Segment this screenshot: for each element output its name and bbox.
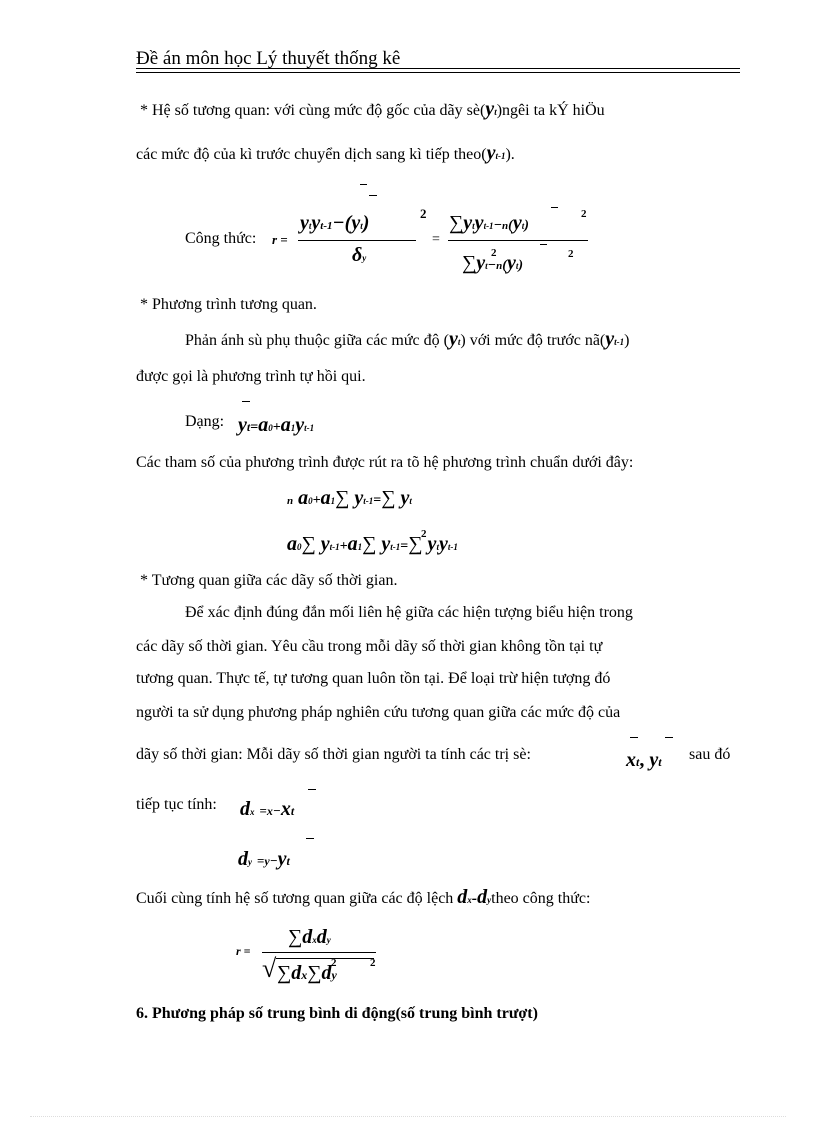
final-denominator	[277, 962, 337, 985]
math-sub-t: t	[658, 755, 662, 769]
math-sub-0: 0	[297, 542, 302, 552]
math-sub-y: y	[362, 253, 367, 263]
math-sub-x: x	[312, 935, 317, 945]
header-rule-top	[136, 68, 740, 69]
overbar	[630, 737, 638, 738]
body-line-5	[136, 746, 531, 764]
math-sub-t: t	[494, 107, 497, 117]
math-d: d	[240, 798, 250, 820]
fraction-bar	[298, 240, 416, 241]
math-equals: =	[259, 803, 267, 818]
math-superscript-2: 2	[421, 528, 427, 540]
math-comma: ,	[639, 749, 645, 771]
math-superscript-2: 2	[568, 248, 574, 260]
equation-heading: * Phương trình tương quan.	[140, 296, 317, 313]
math-y: y	[474, 212, 484, 234]
math-n: n	[502, 220, 509, 232]
dx-equation	[240, 798, 294, 821]
sqrt-symbol: √	[262, 954, 277, 983]
math-x: x	[626, 749, 636, 771]
math-sub-t-1: t-1	[447, 542, 458, 552]
math-sub-0: 0	[268, 423, 273, 433]
math-sigma: ∑	[381, 487, 396, 509]
math-sub-t-1: t-1	[390, 542, 401, 552]
dy-equation	[238, 848, 290, 871]
math-sub-t: t	[246, 420, 251, 434]
final-r-eq: r =	[236, 944, 251, 958]
math-sub-y: y	[487, 895, 492, 905]
final-text-post: theo công thức:	[491, 890, 591, 907]
math-superscript-2: 2	[331, 957, 337, 969]
form-label: Dạng:	[185, 413, 225, 430]
form-equation	[238, 414, 314, 437]
math-x: x	[266, 804, 273, 818]
body-line-6: tiếp tục tính:	[136, 796, 217, 813]
math-sub-x: x	[467, 895, 472, 905]
math-sub-t: t	[515, 261, 519, 271]
overbar	[306, 838, 314, 839]
math-y: y	[476, 252, 486, 274]
page-bottom-dotted-rule	[30, 1116, 786, 1117]
body-line-4: người ta sử dụng phương pháp nghiên cứu tương quan giữa các mức độ của	[136, 704, 621, 721]
math-minus: −	[493, 218, 503, 233]
math-equals: =	[257, 853, 265, 868]
math-superscript-2: 2	[581, 208, 587, 220]
reflect-text-pre: Phản ánh sù phụ thuộc giữa các mức độ (	[185, 332, 449, 349]
fraction-bar	[448, 240, 588, 241]
math-sub-t: t	[521, 221, 525, 231]
section-heading: 6. Phương pháp số trung bình di động(số trung bình trượt)	[136, 1005, 538, 1022]
formula-denominator-1	[352, 244, 366, 267]
math-a: a	[320, 487, 331, 509]
math-d: d	[302, 926, 313, 948]
corr-text2-pre: các mức độ của kì trước chuyển dịch sang kì tiếp theo(	[136, 146, 487, 163]
math-sub-t: t	[485, 261, 488, 271]
math-y: y	[354, 487, 364, 509]
math-paren: )	[524, 218, 529, 233]
math-paren: (	[508, 218, 513, 233]
math-sigma: ∑	[362, 533, 377, 555]
math-sub-t-1: t-1	[483, 221, 494, 231]
final-line	[136, 886, 590, 909]
math-sub-t-1: t-1	[329, 542, 340, 552]
math-y: y	[512, 212, 522, 234]
math-superscript-2: 2	[420, 206, 427, 221]
body-line-1: Để xác định đúng đắn mối liên hệ giữa các hiện tượng biểu hiện trong	[185, 604, 633, 621]
math-d: d	[316, 926, 327, 948]
page-header-title: Đề án môn học Lý thuyết thống kê	[136, 48, 401, 69]
normal-equation-2	[287, 533, 458, 556]
math-y: y	[381, 533, 391, 555]
math-plus: +	[312, 493, 321, 508]
math-sub-t: t	[472, 221, 475, 231]
math-equals: =	[400, 539, 409, 554]
math-sigma: ∑	[301, 533, 316, 555]
math-y: y	[311, 212, 321, 234]
overbar	[308, 789, 316, 790]
math-n: n	[287, 495, 294, 507]
math-sub-t: t	[308, 221, 312, 231]
math-sub-t: t	[286, 854, 290, 868]
math-y: y	[351, 212, 361, 234]
corr-text-post: )ngêi ta kÝ hiÖu	[496, 102, 605, 119]
overbar	[665, 737, 673, 738]
math-sub-1: 1	[290, 423, 296, 433]
corr-paragraph-line1	[140, 98, 605, 121]
sqrt-overline	[276, 958, 374, 959]
math-sub-t: t	[409, 496, 412, 506]
math-sub-t-1: t-1	[320, 220, 333, 232]
math-y: y	[605, 328, 615, 350]
trend-values	[626, 749, 662, 772]
math-plus: +	[272, 420, 281, 435]
ts-heading: * Tương quan giữa các dãy số thời gian.	[140, 572, 398, 589]
math-sub-y: y	[326, 935, 331, 945]
math-sub-0: 0	[308, 496, 313, 506]
math-sigma: ∑	[335, 487, 350, 509]
reflect-text-post: )	[624, 332, 630, 349]
math-y: y	[463, 212, 473, 234]
math-sub-t: t	[360, 221, 363, 231]
math-d: d	[457, 886, 468, 908]
math-sub-y: y	[248, 857, 252, 867]
math-sub-x: x	[250, 807, 255, 817]
math-y: y	[264, 854, 270, 868]
math-sigma: ∑	[288, 926, 303, 948]
math-n: n	[496, 260, 503, 272]
math-plus: +	[339, 539, 348, 554]
math-paren: (	[502, 258, 507, 273]
math-minus: −	[269, 853, 278, 868]
math-separator: -	[471, 890, 478, 907]
math-paren: )	[362, 212, 370, 234]
overbar	[540, 244, 547, 245]
math-sub-x: x	[301, 968, 308, 982]
math-sigma: ∑	[307, 962, 322, 984]
formula-label: Công thức:	[185, 230, 257, 247]
formula-numerator-2	[449, 212, 529, 235]
math-sub-t: t	[436, 542, 439, 552]
math-y: y	[300, 212, 309, 234]
math-d: d	[291, 962, 302, 984]
math-sub-t: t	[457, 337, 461, 347]
math-minus: −	[332, 212, 345, 234]
math-paren: (	[344, 212, 352, 234]
body-line-2: các dãy số thời gian. Yêu cầu trong mỗi dãy số thời gian không tồn tại tự	[136, 638, 603, 655]
final-text-pre: Cuối cùng tính hệ số tương quan giữa các độ lệch	[136, 890, 454, 907]
math-sub-t-1: t-1	[363, 496, 374, 506]
math-sigma: ∑	[408, 533, 423, 555]
math-y: y	[448, 328, 458, 350]
math-y: y	[506, 252, 516, 274]
math-sub-t-1: t-1	[495, 151, 506, 161]
math-a: a	[287, 533, 297, 555]
formula-r-eq: r =	[272, 232, 288, 247]
math-x: x	[280, 798, 291, 820]
corr-paragraph-line2	[136, 142, 515, 165]
math-a: a	[298, 487, 309, 509]
math-paren: )	[518, 258, 524, 273]
math-superscript-2: 2	[491, 247, 497, 259]
overbar	[551, 207, 558, 208]
math-y: y	[427, 533, 437, 555]
math-y: y	[277, 848, 287, 870]
math-sub-t-1: t-1	[304, 423, 315, 433]
math-a: a	[258, 414, 269, 436]
math-d: d	[321, 962, 332, 984]
math-minus: −	[487, 258, 497, 273]
math-d: d	[477, 886, 488, 908]
math-sub-y: y	[331, 968, 337, 982]
math-y: y	[486, 142, 496, 164]
math-y: y	[295, 414, 305, 436]
math-y: y	[238, 414, 247, 436]
math-superscript-2: 2	[370, 957, 376, 969]
overbar	[360, 184, 367, 185]
math-y: y	[400, 487, 410, 509]
math-sub-1: 1	[357, 542, 363, 552]
corr-text2-post: ).	[505, 146, 515, 163]
math-sub-t-1: t-1	[614, 337, 625, 347]
math-a: a	[347, 533, 358, 555]
math-sigma: ∑	[462, 252, 477, 274]
math-a: a	[280, 414, 291, 436]
math-minus: −	[272, 803, 281, 818]
math-sigma: ∑	[277, 962, 292, 984]
body5-text: dãy số thời gian: Mỗi dãy số thời gian người ta tính các trị sè:	[136, 746, 531, 763]
math-sub-t: t	[636, 755, 640, 769]
header-rule-bottom	[136, 72, 740, 73]
reflect-line	[185, 328, 629, 351]
formula-numerator-1	[300, 212, 369, 235]
math-sub-t: t	[290, 804, 295, 818]
params-line: Các tham số của phương trình được rút ra tõ hệ phương trình chuẩn dưới đây:	[136, 454, 634, 471]
normal-equation-1	[287, 487, 412, 510]
called-line: được gọi là phương trình tự hồi qui.	[136, 368, 366, 385]
math-sigma: ∑	[449, 212, 464, 234]
body-line-3: tương quan. Thực tế, tự tương quan luôn tồn tại. Để loại trừ hiện tượng đó	[136, 670, 611, 687]
math-y: y	[649, 749, 659, 771]
body5-post: sau đó	[689, 746, 731, 763]
math-d: d	[238, 848, 248, 870]
math-equals: =	[373, 493, 382, 508]
math-y: y	[320, 533, 330, 555]
math-y: y	[438, 533, 448, 555]
final-numerator	[288, 926, 331, 949]
fraction-bar	[262, 952, 376, 953]
math-y: y	[485, 98, 495, 120]
formula-equals: =	[432, 232, 440, 247]
overbar	[242, 401, 250, 402]
overbar	[369, 195, 377, 196]
reflect-text-mid: ) với mức độ trước nã(	[460, 332, 606, 349]
corr-text-pre: * Hệ số tương quan: với cùng mức độ gốc của dãy sè(	[140, 102, 486, 119]
math-delta: δ	[352, 244, 363, 266]
math-sub-1: 1	[330, 496, 336, 506]
math-equals: =	[250, 420, 259, 435]
